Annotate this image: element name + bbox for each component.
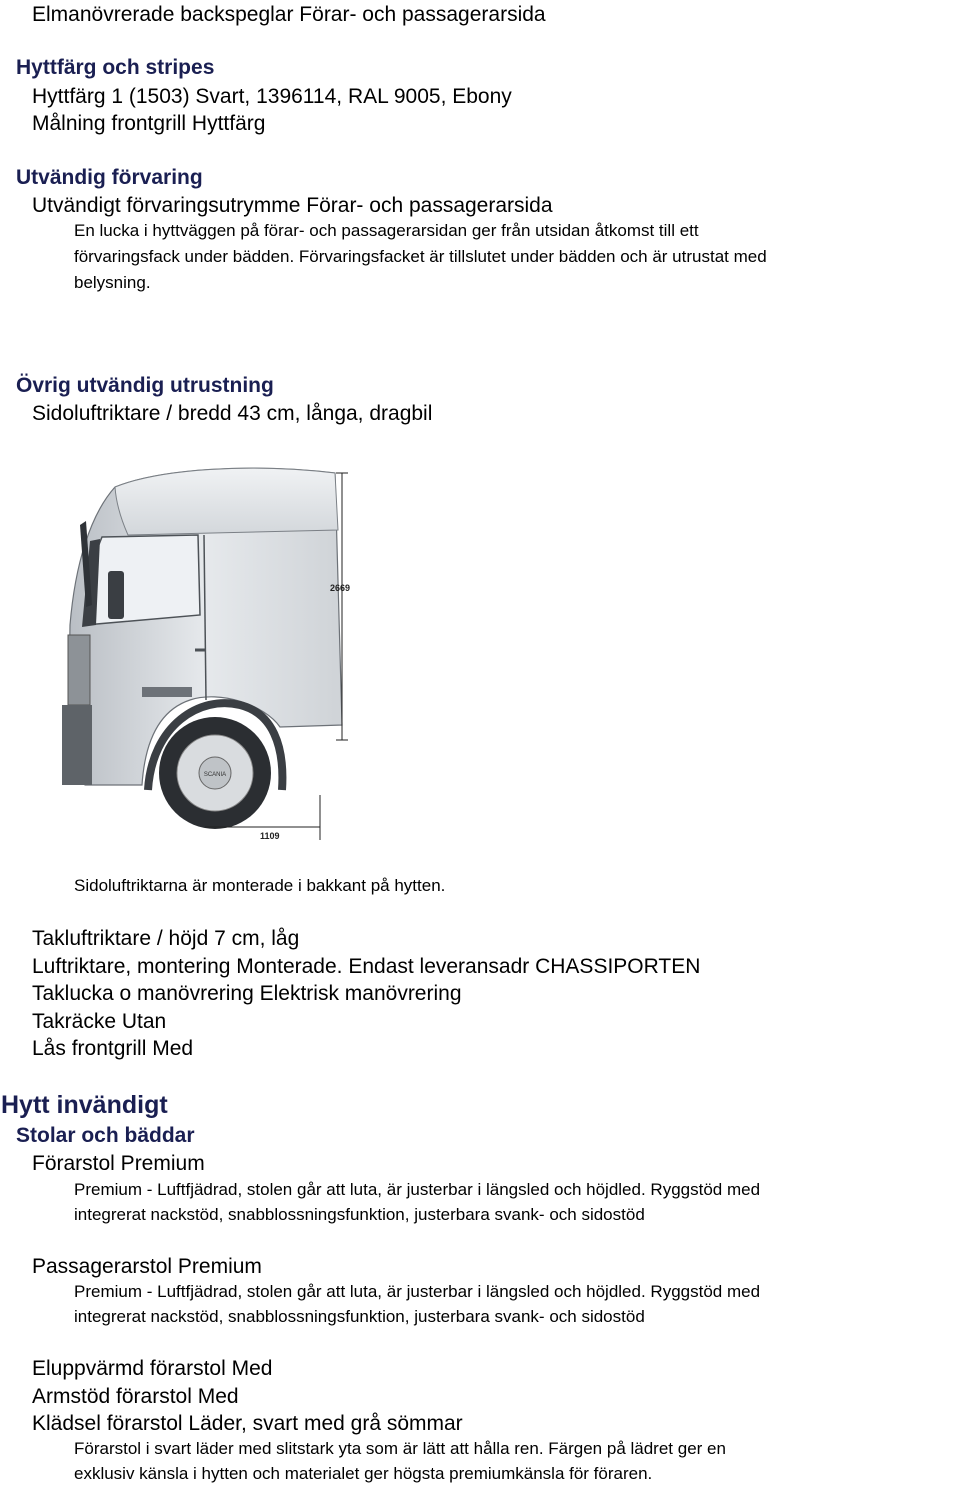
upholstery-desc-line: exklusiv känsla i hytten och materialet ger högsta premiumkänsla för föraren. (74, 1464, 653, 1483)
passenger-seat-desc-line: Premium - Luftfjädrad, stolen går att luta, är justerbar i längsled och höjdled. Ryggstöd med (74, 1282, 761, 1301)
truck-cab-illustration (20, 455, 400, 850)
storage-desc-line: belysning. (74, 273, 151, 292)
equipment-item: Takräcke Utan (32, 1010, 167, 1033)
mirror-head (108, 571, 124, 619)
storage-heading: Utvändig förvaring (16, 166, 203, 189)
front-bumper (62, 705, 92, 785)
equipment-item: Taklucka o manövrering Elektrisk manövrering (32, 982, 462, 1005)
interior-item: Armstöd förarstol Med (32, 1385, 239, 1408)
paint-item: Målning frontgrill Hyttfärg (32, 112, 266, 135)
figure-caption: Sidoluftriktarna är monterade i bakkant på hytten. (74, 876, 446, 895)
mirrors-item: Elmanövrerade backspeglar Förar- och passagerarsida (32, 3, 546, 26)
window-shape (85, 535, 200, 625)
passenger-seat-desc-line: integrerat nackstöd, snabblossningsfunktion, justerbara svank- och sidostöd (74, 1307, 645, 1326)
equipment-item: Luftriktare, montering Monterade. Endast leveransadr CHASSIPORTEN (32, 955, 701, 978)
passenger-seat-item: Passagerarstol Premium (32, 1255, 262, 1278)
paint-heading: Hyttfärg och stripes (16, 56, 215, 79)
interior-item: Klädsel förarstol Läder, svart med grå sömmar (32, 1412, 463, 1435)
front-grille (68, 635, 90, 705)
air-deflector-item: Sidoluftriktare / bredd 43 cm, långa, dragbil (32, 402, 433, 425)
paint-item: Hyttfärg 1 (1503) Svart, 1396114, RAL 9005, Ebony (32, 85, 512, 108)
height-dimension-label: 2669 (330, 583, 351, 593)
driver-seat-desc-line: integrerat nackstöd, snabblossningsfunktion, justerbara svank- och sidostöd (74, 1205, 645, 1224)
driver-seat-item: Förarstol Premium (32, 1152, 205, 1175)
equipment-item: Lås frontgrill Med (32, 1037, 194, 1060)
step (142, 687, 192, 697)
seats-heading: Stolar och bäddar (16, 1124, 195, 1147)
storage-desc-line: En lucka i hyttväggen på förar- och passagerarsidan ger från utsidan åtkomst till ett (74, 221, 699, 240)
driver-seat-desc-line: Premium - Luftfjädrad, stolen går att luta, är justerbar i längsled och höjdled. Ryggstöd med (74, 1180, 761, 1199)
equipment-item: Takluftriktare / höjd 7 cm, låg (32, 927, 300, 950)
hub-label: SCANIA (203, 772, 227, 778)
air-deflector-shape (115, 468, 338, 535)
width-dimension-label: 1109 (260, 831, 280, 841)
other-exterior-heading: Övrig utvändig utrustning (16, 374, 274, 397)
storage-item: Utvändigt förvaringsutrymme Förar- och passagerarsida (32, 194, 553, 217)
upholstery-desc-line: Förarstol i svart läder med slitstark yta som är lätt att hålla ren. Färgen på lädret ger en (74, 1439, 726, 1458)
storage-desc-line: förvaringsfack under bädden. Förvaringsfacket är tillslutet under bädden och är utrustat med (74, 247, 767, 266)
interior-item: Eluppvärmd förarstol Med (32, 1357, 273, 1380)
interior-title: Hytt invändigt (1, 1091, 168, 1119)
